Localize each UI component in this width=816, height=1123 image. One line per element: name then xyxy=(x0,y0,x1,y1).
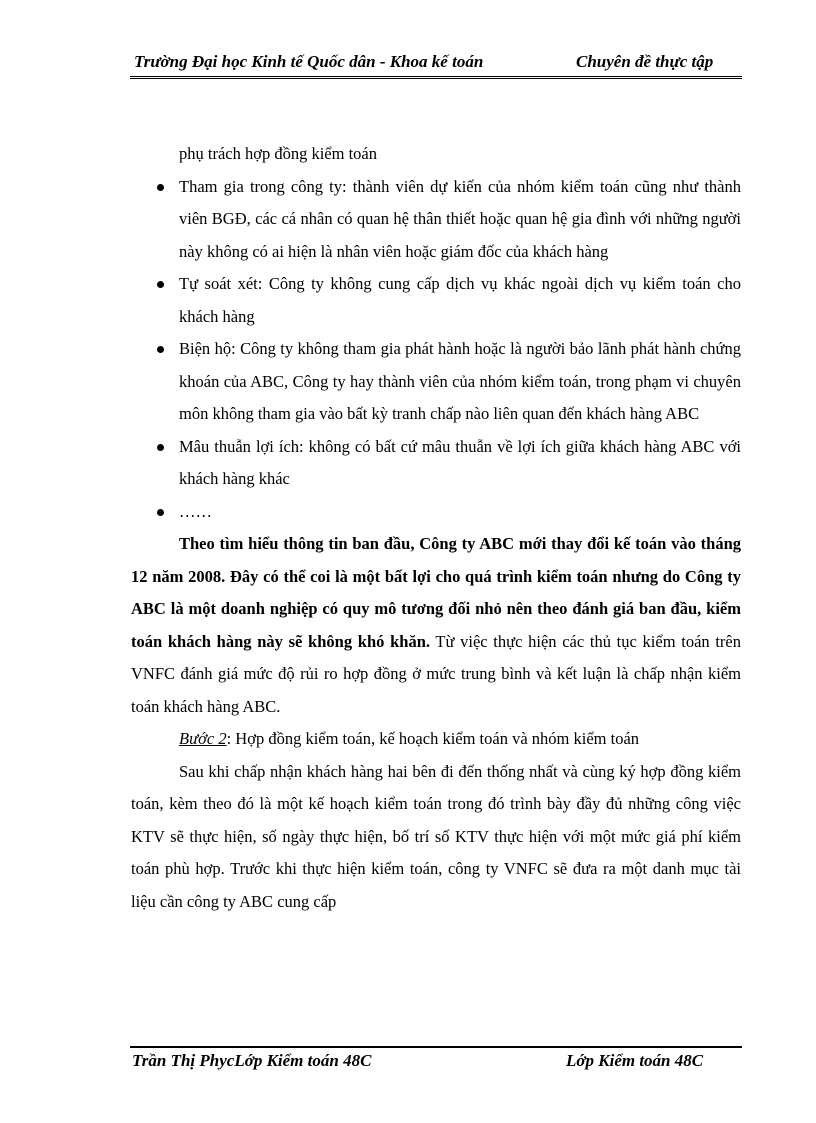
bullet-item xyxy=(131,171,741,269)
body-text xyxy=(131,138,741,918)
bullet-item xyxy=(131,431,741,496)
header-document-type: Chuyên đề thực tập xyxy=(576,52,714,71)
paragraph-regular-part: Từ việc thực hiện các thủ tục kiểm toán trên VNFC đánh giá mức độ rủi ro hợp đồng ở mức trung bình và kết luận là chấp nhận kiểm toán khách hàng ABC. xyxy=(131,631,741,716)
continuation-line: phụ trách hợp đồng kiểm toán xyxy=(179,144,377,163)
bullet-text: Mâu thuẫn lợi ích: không có bất cứ mâu thuẫn về lợi ích giữa khách hàng ABC với khách hàng khác xyxy=(179,436,741,488)
footer-class: Lớp Kiểm toán 48C xyxy=(566,1051,704,1070)
bullet-item xyxy=(131,268,741,333)
step-label: Bước 2 xyxy=(179,729,227,748)
bullet-icon xyxy=(157,509,164,516)
bullet-icon xyxy=(157,184,164,191)
bullet-text: Biện hộ: Công ty không tham gia phát hành hoặc là người bảo lãnh phát hành chứng khoán của ABC, Công ty hay thành viên của nhóm kiểm toán, trong phạm vi chuyên môn không tham gia vào bất kỳ tranh chấp nào liên quan đến khách hàng ABC xyxy=(179,339,741,423)
bullet-text: …… xyxy=(179,501,212,521)
bullet-icon xyxy=(157,346,164,353)
bullet-item xyxy=(131,333,741,431)
page-header xyxy=(130,50,742,79)
bullet-text: Tham gia trong công ty: thành viên dự kiến của nhóm kiểm toán cũng như thành viên BGĐ, các cá nhân có quan hệ thân thiết hoặc quan hệ gia đình với những người này không có ai hiện là nhân viên hoặc giám đốc của khách hàng xyxy=(179,176,741,261)
step-title: : Hợp đồng kiểm toán, kế hoạch kiểm toán và nhóm kiểm toán xyxy=(226,729,640,748)
paragraph-bold-part: Theo tìm hiểu thông tin ban đầu, Công ty ABC mới thay đổi kế toán vào tháng 12 năm 2008. Đây có thể coi là một bất lợi cho quá trình kiểm toán nhưng do Công ty ABC là một doanh nghiệp có quy mô tương đối nhỏ nên theo đánh giá ban đầu, kiểm toán khách hàng này sẽ không khó khăn. xyxy=(131,534,741,651)
bullet-item xyxy=(131,496,741,529)
bullet-icon xyxy=(157,281,164,288)
bullet-icon xyxy=(157,444,164,451)
paragraph-assessment xyxy=(131,528,741,723)
paragraph-contract: Sau khi chấp nhận khách hàng hai bên đi đến thống nhất và cùng ký hợp đồng kiểm toán, kèm theo đó là một kế hoạch kiểm toán trong đó trình bày đầy đủ những công việc KTV sẽ thực hiện, số ngày thực hiện, bố trí số KTV thực hiện với một mức giá phí kiểm toán phù hợp. Trước khi thực hiện kiểm toán, công ty VNFC sẽ đưa ra một danh mục tài liệu cần công ty ABC cung cấp xyxy=(131,761,741,911)
bullet-list xyxy=(131,171,741,529)
footer-author: Trần Thị PhycLớp Kiểm toán 48C xyxy=(132,1051,372,1070)
header-school-name: Trường Đại học Kinh tế Quốc dân - Khoa kế toán xyxy=(134,52,484,71)
page-footer xyxy=(130,1046,742,1070)
step-heading xyxy=(131,723,741,756)
bullet-text: Tự soát xét: Công ty không cung cấp dịch vụ khác ngoài dịch vụ kiểm toán cho khách hàng xyxy=(179,274,741,326)
